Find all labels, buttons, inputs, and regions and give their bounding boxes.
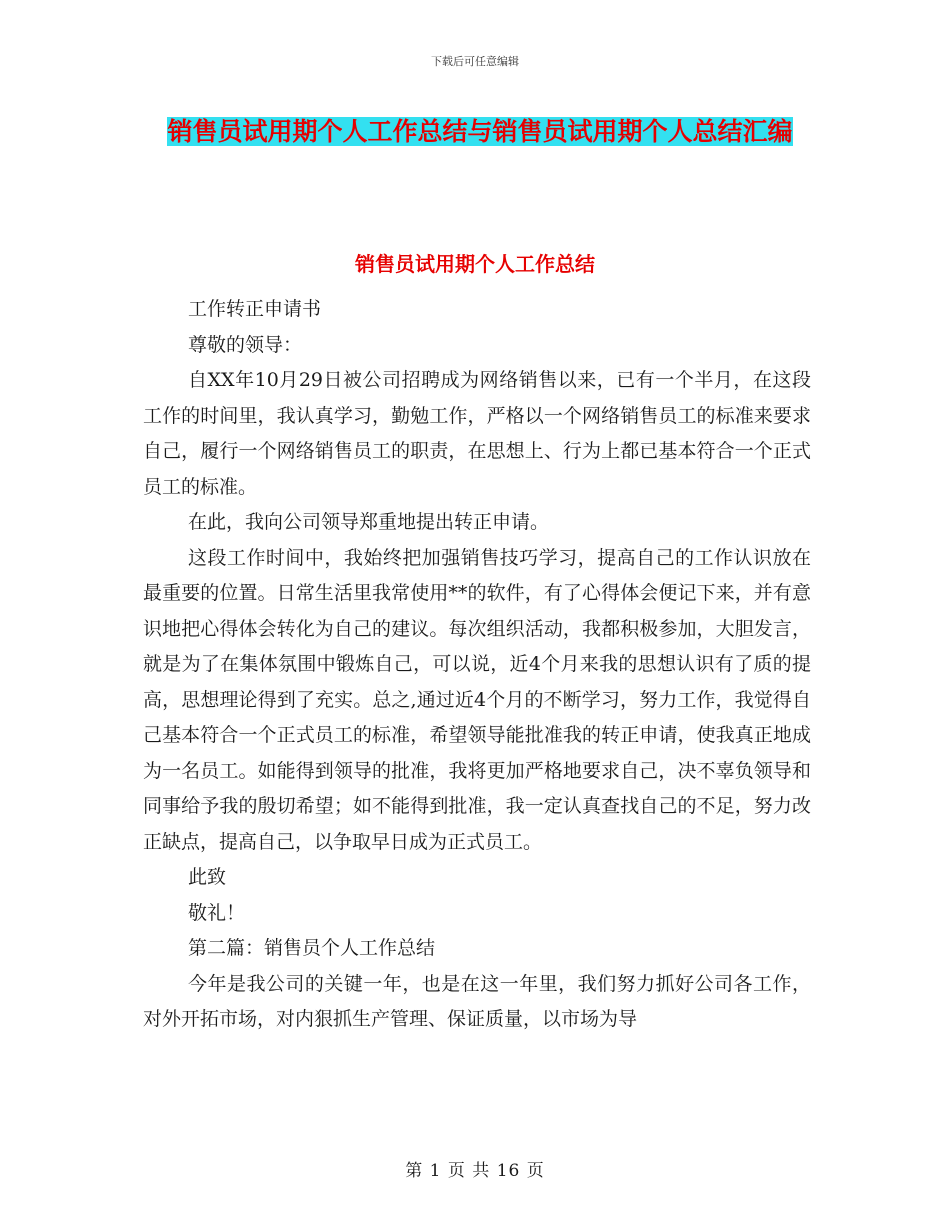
paragraph: 第二篇：销售员个人工作总结 [188, 937, 436, 959]
paragraph: 工作转正申请书 [188, 298, 322, 320]
page-header-note: 下载后可任意编辑 [431, 55, 519, 68]
paragraph: 尊敬的领导： [188, 333, 303, 356]
page-number: 第 1 页 共 16 页 [405, 1161, 545, 1181]
paragraph: 今年是我公司的关键一年，也是在这一年里，我们努力抓好公司各工作，对外开拓市场，对内狠抓生产管理、保证质量，以市场为导 [143, 972, 811, 1030]
paragraph: 此致 [188, 866, 227, 888]
paragraph: 敬礼！ [188, 901, 246, 924]
section-title: 销售员试用期个人工作总结 [355, 252, 595, 276]
document-title-text: 销售员试用期个人工作总结与销售员试用期个人总结汇编 [167, 117, 793, 146]
paragraph: 这段工作时间中，我始终把加强销售技巧学习，提高自己的工作认识放在最重要的位置。日常生活里我常使用**的软件，有了心得体会便记下来，并有意识地把心得体会转化为自己的建议。每次组织活动，我都积极参加，大胆发言，就是为了在集体氛围中锻炼自己，可以说，近4个月来我的思想认识有了质的提高，思想理论得到了充实。总之,通过近4个月的不断学习，努力工作，我觉得自己基本符合一个正式员工的标准，希望领导能批准我的转正申请，使我真正地成为一名员工。如能得到领导的批准，我将更加严格地要求自己，决不辜负领导和同事给予我的殷切希望；如不能得到批准，我一定认真查找自己的不足，努力改正缺点，提高自己，以争取早日成为正式员工。 [143, 546, 811, 853]
document-body [143, 292, 811, 1038]
document-title [140, 110, 820, 154]
paragraph: 在此，我向公司领导郑重地提出转正申请。 [188, 511, 550, 533]
paragraph: 自XX年10月29日被公司招聘成为网络销售以来，已有一个半月，在这段工作的时间里，我认真学习，勤勉工作，严格以一个网络销售员工的标准来要求自己，履行一个网络销售员工的职责，在思想上、行为上都已基本符合一个正式员工的标准。 [143, 369, 811, 498]
